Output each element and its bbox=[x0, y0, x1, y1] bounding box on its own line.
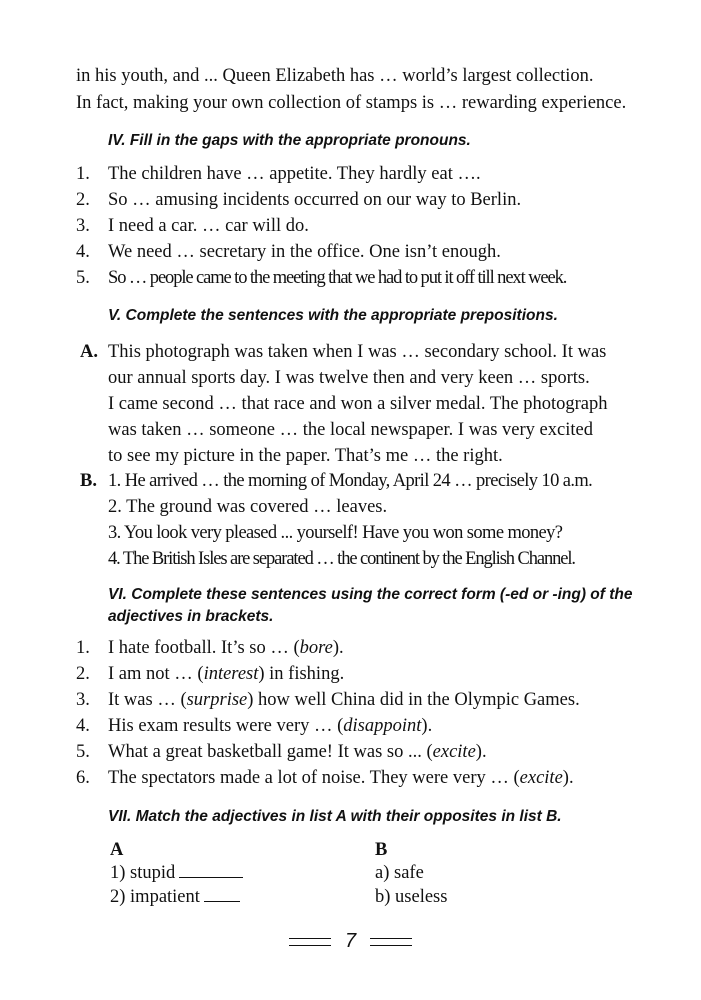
section-vi-heading: VI. Complete these sentences using the correct form (-ed or -ing) of the adjectives in brackets. bbox=[108, 586, 633, 625]
item-text-pre: What a great basketball game! It was so ... ( bbox=[108, 742, 433, 762]
item-number: 2. bbox=[76, 190, 90, 210]
list-item bbox=[76, 240, 646, 264]
list-item bbox=[76, 214, 646, 238]
item-text: So … amusing incidents occurred on our way to Berlin. bbox=[108, 190, 522, 210]
part-a-line: our annual sports day. I was twelve then and very keen … sports. bbox=[108, 368, 590, 388]
list-item bbox=[76, 688, 646, 712]
item-text: We need … secretary in the office. One isn’t enough. bbox=[108, 242, 501, 262]
list-item bbox=[76, 740, 646, 764]
bracket-word: excite bbox=[432, 742, 476, 762]
part-a-line: was taken … someone … the local newspaper. I was very excited bbox=[108, 420, 593, 440]
item-number: 5. bbox=[76, 268, 90, 288]
item-text-post: ) how well China did in the Olympic Games. bbox=[247, 690, 580, 710]
answer-blank[interactable] bbox=[204, 885, 240, 902]
section-vii-heading: VII. Match the adjectives in list A with their opposites in list B. bbox=[108, 808, 562, 825]
list-b-item: a) safe bbox=[375, 863, 424, 883]
list-item bbox=[76, 714, 646, 738]
part-a-line: This photograph was taken when I was … secondary school. It was bbox=[108, 342, 607, 362]
list-b-item: b) useless bbox=[375, 887, 448, 907]
column-a-title: A bbox=[110, 840, 124, 860]
page-footer bbox=[0, 930, 701, 953]
intro-line-1: in his youth, and ... Queen Elizabeth has … world’s largest collection. bbox=[76, 66, 594, 86]
list-item bbox=[76, 636, 646, 660]
item-number: 3. bbox=[76, 216, 90, 236]
item-number: 5. bbox=[76, 742, 90, 762]
item-text: The children have … appetite. They hardly eat …. bbox=[108, 164, 481, 184]
item-text-pre: I am not … ( bbox=[108, 664, 204, 684]
part-a-line: to see my picture in the paper. That’s me … the right. bbox=[108, 446, 503, 466]
item-text-post: ). bbox=[562, 768, 574, 788]
item-number: 2. bbox=[76, 664, 90, 684]
item-text: So … people came to the meeting that we had to put it off till next week. bbox=[108, 268, 567, 288]
column-b-title: B bbox=[375, 840, 388, 860]
bracket-word: disappoint bbox=[343, 716, 422, 736]
part-b-line: 2. The ground was covered … leaves. bbox=[108, 497, 388, 517]
bracket-word: interest bbox=[203, 664, 259, 684]
item-text-post: ). bbox=[421, 716, 433, 736]
part-b-line: 3. You look very pleased ... yourself! Have you won some money? bbox=[108, 523, 563, 543]
section-iv-heading: IV. Fill in the gaps with the appropriate pronouns. bbox=[108, 132, 471, 149]
item-number: 1. bbox=[76, 164, 90, 184]
part-a-line: I came second … that race and won a silver medal. The photograph bbox=[108, 394, 608, 414]
part-b-label: B. bbox=[80, 471, 97, 491]
section-v-heading: V. Complete the sentences with the appropriate prepositions. bbox=[108, 307, 558, 324]
list-a-item bbox=[110, 861, 243, 885]
list-item bbox=[76, 266, 646, 290]
list-item bbox=[76, 162, 646, 186]
footer-rule-right bbox=[370, 938, 412, 946]
item-text-pre: I hate football. It’s so … ( bbox=[108, 638, 300, 658]
item-text-post: ). bbox=[475, 742, 487, 762]
bracket-word: bore bbox=[299, 638, 333, 658]
item-text-pre: The spectators made a lot of noise. They were very … ( bbox=[108, 768, 520, 788]
list-a-item bbox=[110, 885, 240, 909]
intro-line-2: In fact, making your own collection of stamps is … rewarding experience. bbox=[76, 93, 627, 113]
list-item bbox=[76, 188, 646, 212]
item-number: 1. bbox=[76, 638, 90, 658]
list-item bbox=[76, 662, 646, 686]
item-text: I need a car. … car will do. bbox=[108, 216, 309, 236]
footer-rule-left bbox=[289, 938, 331, 946]
page-number: 7 bbox=[344, 930, 357, 952]
item-text-pre: His exam results were very … ( bbox=[108, 716, 344, 736]
list-item bbox=[76, 766, 646, 790]
item-number: 4. bbox=[76, 242, 90, 262]
part-b-line: 4. The British Isles are separated … the continent by the English Channel. bbox=[108, 549, 575, 569]
item-number: 3. bbox=[76, 690, 90, 710]
list-a-text: 1) stupid bbox=[110, 863, 176, 883]
item-text-post: ) in fishing. bbox=[258, 664, 345, 684]
bracket-word: excite bbox=[519, 768, 563, 788]
list-a-text: 2) impatient bbox=[110, 887, 200, 907]
item-text-pre: It was … ( bbox=[108, 690, 187, 710]
item-text-post: ). bbox=[332, 638, 344, 658]
item-number: 6. bbox=[76, 768, 90, 788]
part-a-label: A. bbox=[80, 342, 98, 362]
answer-blank[interactable] bbox=[179, 861, 243, 878]
item-number: 4. bbox=[76, 716, 90, 736]
bracket-word: surprise bbox=[186, 690, 248, 710]
part-b-line: 1. He arrived … the morning of Monday, April 24 … precisely 10 a.m. bbox=[108, 471, 593, 491]
